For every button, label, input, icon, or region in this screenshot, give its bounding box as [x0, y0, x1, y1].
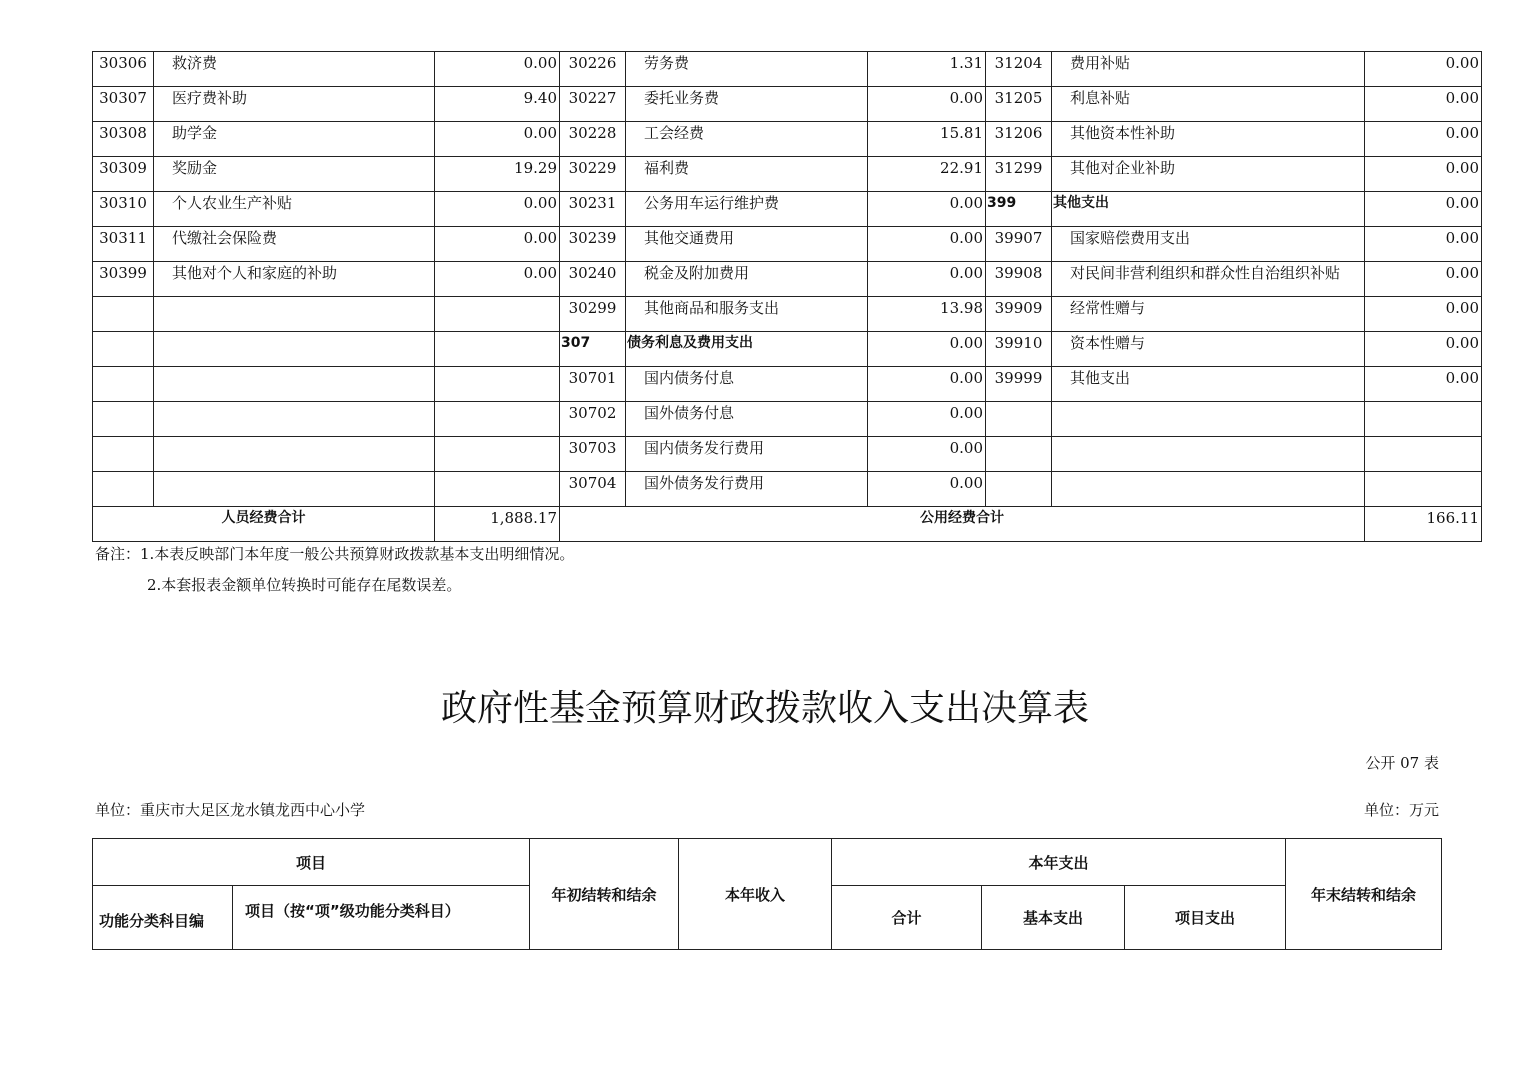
- econ-code: 30702: [560, 402, 626, 437]
- econ-code: [93, 332, 154, 367]
- amount: 0.00: [1365, 227, 1482, 262]
- amount: 19.29: [435, 157, 560, 192]
- econ-item: 国家赔偿费用支出: [1052, 227, 1365, 262]
- econ-code: [93, 437, 154, 472]
- personnel-total-label: 人员经费合计: [93, 507, 435, 542]
- econ-item: 其他支出: [1052, 367, 1365, 402]
- table-row: [93, 87, 1482, 122]
- econ-code: [93, 297, 154, 332]
- table-row: [93, 437, 1482, 472]
- econ-item: 国内债务发行费用: [626, 437, 868, 472]
- econ-code: 30399: [93, 262, 154, 297]
- econ-code: 30307: [93, 87, 154, 122]
- econ-code: 30229: [560, 157, 626, 192]
- econ-item: 对民间非营利组织和群众性自治组织补贴: [1052, 262, 1365, 297]
- econ-code: 39907: [986, 227, 1052, 262]
- econ-item: 其他资本性补助: [1052, 122, 1365, 157]
- econ-code: 30310: [93, 192, 154, 227]
- header-income: 本年收入: [679, 839, 832, 950]
- amount: 0.00: [868, 192, 986, 227]
- amount: [1365, 437, 1482, 472]
- econ-item: [154, 297, 435, 332]
- econ-item: 其他对企业补助: [1052, 157, 1365, 192]
- expense-detail-table: [92, 51, 1482, 542]
- amount: 0.00: [868, 332, 986, 367]
- form-number: 公开 07 表: [1365, 754, 1439, 772]
- amount: 0.00: [1365, 52, 1482, 87]
- table-row: [93, 402, 1482, 437]
- amount: 0.00: [1365, 297, 1482, 332]
- amount: 0.00: [1365, 367, 1482, 402]
- amount: 9.40: [435, 87, 560, 122]
- header-begin-balance: 年初结转和结余: [530, 839, 679, 950]
- amount: 0.00: [868, 367, 986, 402]
- econ-item: [154, 332, 435, 367]
- amount: 0.00: [868, 227, 986, 262]
- econ-item: [1052, 472, 1365, 507]
- econ-item: [1052, 402, 1365, 437]
- report-title: 政府性基金预算财政拨款收入支出决算表: [440, 688, 1089, 729]
- econ-code: 30226: [560, 52, 626, 87]
- econ-item: 其他交通费用: [626, 227, 868, 262]
- econ-code: [986, 472, 1052, 507]
- table-row: [93, 472, 1482, 507]
- econ-code: 30309: [93, 157, 154, 192]
- amount: 0.00: [1365, 262, 1482, 297]
- econ-code: 30311: [93, 227, 154, 262]
- econ-item: 其他支出: [1052, 192, 1365, 227]
- amount: [1365, 402, 1482, 437]
- econ-code: 39999: [986, 367, 1052, 402]
- econ-item: 国内债务付息: [626, 367, 868, 402]
- amount: 0.00: [435, 192, 560, 227]
- table-row: [93, 192, 1482, 227]
- econ-item: 税金及附加费用: [626, 262, 868, 297]
- table-row: [93, 262, 1482, 297]
- table-row: [93, 52, 1482, 87]
- econ-item: 其他对个人和家庭的补助: [154, 262, 435, 297]
- amount: [435, 297, 560, 332]
- econ-item: [1052, 437, 1365, 472]
- amount: [435, 437, 560, 472]
- econ-item: 国外债务发行费用: [626, 472, 868, 507]
- amount: [435, 367, 560, 402]
- econ-code: 30231: [560, 192, 626, 227]
- econ-code: 30228: [560, 122, 626, 157]
- econ-item: [154, 472, 435, 507]
- amount: 1.31: [868, 52, 986, 87]
- personnel-total-value: 1,888.17: [435, 507, 560, 542]
- econ-code: 30299: [560, 297, 626, 332]
- econ-code: [93, 472, 154, 507]
- econ-item: 其他商品和服务支出: [626, 297, 868, 332]
- note-line-2: 2.本套报表金额单位转换时可能存在尾数误差。: [147, 576, 462, 594]
- table-row: [93, 367, 1482, 402]
- econ-code: 31205: [986, 87, 1052, 122]
- note-line-1: 备注：1.本表反映部门本年度一般公共预算财政拨款基本支出明细情况。: [95, 545, 575, 563]
- fund-header-row-1: [93, 839, 1442, 886]
- econ-code: 307: [560, 332, 626, 367]
- header-expense: 本年支出: [832, 839, 1286, 886]
- econ-code: 30306: [93, 52, 154, 87]
- amount: 0.00: [435, 262, 560, 297]
- econ-item: 奖励金: [154, 157, 435, 192]
- header-project-expense: 项目支出: [1125, 886, 1286, 950]
- econ-code: 31206: [986, 122, 1052, 157]
- econ-code: 31299: [986, 157, 1052, 192]
- public-total-value: 166.11: [1365, 507, 1482, 542]
- econ-item: 劳务费: [626, 52, 868, 87]
- econ-code: [93, 367, 154, 402]
- econ-item: 医疗费补助: [154, 87, 435, 122]
- econ-item: 救济费: [154, 52, 435, 87]
- econ-item: 费用补贴: [1052, 52, 1365, 87]
- amount: 0.00: [868, 262, 986, 297]
- econ-item: 委托业务费: [626, 87, 868, 122]
- econ-item: [154, 437, 435, 472]
- amount: 22.91: [868, 157, 986, 192]
- amount: 0.00: [435, 52, 560, 87]
- econ-item: [154, 402, 435, 437]
- table-row: [93, 332, 1482, 367]
- econ-code: 30239: [560, 227, 626, 262]
- public-total-label: 公用经费合计: [560, 507, 1365, 542]
- econ-code: [986, 437, 1052, 472]
- header-function-code: 功能分类科目编: [93, 886, 233, 950]
- econ-code: 30704: [560, 472, 626, 507]
- table-row: [93, 227, 1482, 262]
- amount: 0.00: [868, 472, 986, 507]
- amount: [435, 472, 560, 507]
- amount: [1365, 472, 1482, 507]
- amount: 0.00: [868, 402, 986, 437]
- amount: 0.00: [868, 437, 986, 472]
- econ-code: 39908: [986, 262, 1052, 297]
- econ-item: 利息补贴: [1052, 87, 1365, 122]
- econ-code: 30240: [560, 262, 626, 297]
- amount: 0.00: [1365, 192, 1482, 227]
- amount: 13.98: [868, 297, 986, 332]
- table-row: [93, 157, 1482, 192]
- econ-item: 福利费: [626, 157, 868, 192]
- econ-item: 经常性赠与: [1052, 297, 1365, 332]
- header-item: 项目: [93, 839, 530, 886]
- econ-code: 30227: [560, 87, 626, 122]
- amount: 0.00: [1365, 122, 1482, 157]
- amount: 0.00: [1365, 157, 1482, 192]
- header-total: 合计: [832, 886, 982, 950]
- econ-item: 资本性赠与: [1052, 332, 1365, 367]
- econ-code: 399: [986, 192, 1052, 227]
- econ-code: 39909: [986, 297, 1052, 332]
- econ-item: 助学金: [154, 122, 435, 157]
- amount: 0.00: [1365, 332, 1482, 367]
- econ-item: 公务用车运行维护费: [626, 192, 868, 227]
- header-basic-expense: 基本支出: [982, 886, 1125, 950]
- header-end-balance: 年末结转和结余: [1286, 839, 1442, 950]
- unit-organization: 单位：重庆市大足区龙水镇龙西中心小学: [95, 801, 366, 819]
- econ-code: 39910: [986, 332, 1052, 367]
- econ-item: 代缴社会保险费: [154, 227, 435, 262]
- econ-item: [154, 367, 435, 402]
- amount: [435, 402, 560, 437]
- econ-code: 30308: [93, 122, 154, 157]
- econ-item: 工会经费: [626, 122, 868, 157]
- amount: 15.81: [868, 122, 986, 157]
- econ-code: 30703: [560, 437, 626, 472]
- amount: 0.00: [435, 122, 560, 157]
- amount: 0.00: [435, 227, 560, 262]
- fund-budget-table: [92, 838, 1442, 950]
- table-row: [93, 122, 1482, 157]
- econ-code: [986, 402, 1052, 437]
- econ-code: [93, 402, 154, 437]
- econ-code: 30701: [560, 367, 626, 402]
- amount: [435, 332, 560, 367]
- header-item-name: 项目（按“项”级功能分类科目）: [233, 886, 530, 950]
- econ-code: 31204: [986, 52, 1052, 87]
- amount: 0.00: [1365, 87, 1482, 122]
- unit-currency: 单位：万元: [1363, 801, 1439, 819]
- totals-row: [93, 507, 1482, 542]
- econ-item: 债务利息及费用支出: [626, 332, 868, 367]
- table-row: [93, 297, 1482, 332]
- amount: 0.00: [868, 87, 986, 122]
- econ-item: 个人农业生产补贴: [154, 192, 435, 227]
- econ-item: 国外债务付息: [626, 402, 868, 437]
